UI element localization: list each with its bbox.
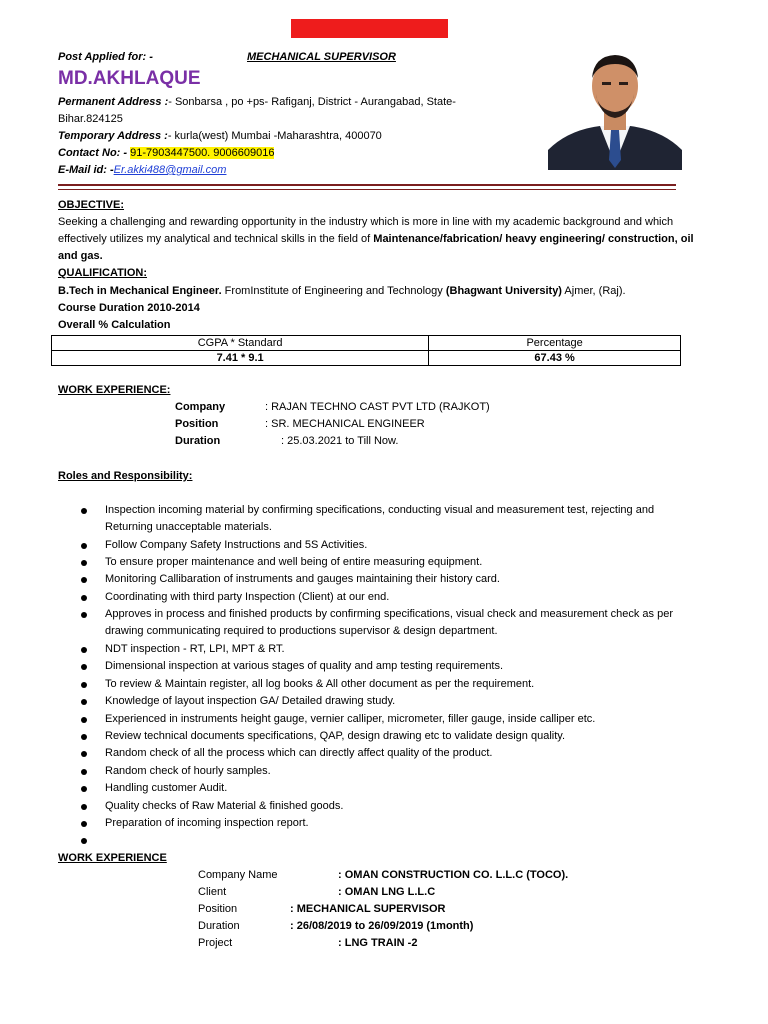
company-value: : RAJAN TECHNO CAST PVT LTD (RAJKOT) <box>265 401 490 413</box>
bullet-icon <box>81 804 87 810</box>
table-cell-percentage: 67.43 % <box>429 351 681 366</box>
project-label: Project <box>198 937 233 949</box>
candidate-name: MD.AKHLAQUE <box>58 68 201 89</box>
table-header-row <box>52 336 681 351</box>
list-item: Dimensional inspection at various stages of quality and amp testing requirements. <box>105 660 504 672</box>
position-label-2: Position <box>198 903 238 915</box>
bullet-icon <box>81 560 87 566</box>
list-item: Review technical documents specifications, QAP, design drawing etc to validate design quality. <box>105 730 566 742</box>
bullet-icon <box>81 838 87 844</box>
bullet-icon <box>81 577 87 583</box>
course-duration: Course Duration 2010-2014 <box>58 302 200 314</box>
bullet-icon <box>81 508 87 514</box>
bullet-icon <box>81 751 87 757</box>
list-item: To review & Maintain register, all log books & All other document as per the requirement. <box>105 678 535 690</box>
email-link[interactable]: Er.akki488@gmail.com <box>113 164 227 176</box>
client-value: : OMAN LNG L.L.C <box>338 886 436 898</box>
qualification-heading: QUALIFICATION: <box>58 267 148 279</box>
post-applied-label: Post Applied for: - <box>58 51 153 63</box>
list-item: Follow Company Safety Instructions and 5S Activities. <box>105 539 368 551</box>
client-label: Client <box>198 886 227 898</box>
table-row <box>52 351 681 366</box>
list-item: Approves in process and finished products by confirming specifications, visual check and measurement check as per <box>105 608 674 620</box>
company-name-label: Company Name <box>198 869 278 881</box>
list-item: Knowledge of layout inspection GA/ Detailed drawing study. <box>105 695 396 707</box>
list-item: Handling customer Audit. <box>105 782 228 794</box>
work-experience-heading: WORK EXPERIENCE: <box>58 384 171 396</box>
temporary-address: Temporary Address :- kurla(west) Mumbai -Maharashtra, 400070 <box>58 130 382 142</box>
header-divider-thin <box>58 189 676 190</box>
permanent-address: Permanent Address :- Sonbarsa , po +ps- Rafiganj, District - Aurangabad, State- <box>58 96 456 108</box>
table-header-percentage: Percentage <box>429 336 681 351</box>
header-divider <box>58 184 676 186</box>
list-item: Random check of all the process which can directly affect quality of the product. <box>105 747 493 759</box>
objective-heading: OBJECTIVE: <box>58 199 125 211</box>
duration-value-2: : 26/08/2019 to 26/09/2019 (1month) <box>290 920 474 932</box>
objective-line-2: effectively utilizes my analytical and technical skills in the field of Maintenance/fabrication/ heavy engineering/ construction, oil <box>58 233 694 245</box>
company-name-value: : OMAN CONSTRUCTION CO. L.L.C (TOCO). <box>338 869 569 881</box>
email: E-Mail id: -Er.akki488@gmail.com <box>58 164 227 176</box>
profile-photo <box>548 42 682 170</box>
post-applied-value: MECHANICAL SUPERVISOR <box>247 51 396 63</box>
list-item: Preparation of incoming inspection report. <box>105 817 309 829</box>
bullet-icon <box>81 717 87 723</box>
bullet-icon <box>81 647 87 653</box>
contact-number: Contact No: - 91-7903447500. 9006609016 <box>58 147 275 159</box>
list-item: To ensure proper maintenance and well being of entire measuring equipment. <box>105 556 483 568</box>
table-cell-cgpa: 7.41 * 9.1 <box>52 351 429 366</box>
bullet-icon <box>81 543 87 549</box>
overall-calculation: Overall % Calculation <box>58 319 171 331</box>
duration-label-2: Duration <box>198 920 240 932</box>
list-item: Coordinating with third party Inspection (Client) at our end. <box>105 591 390 603</box>
bullet-icon <box>81 682 87 688</box>
position-value: : SR. MECHANICAL ENGINEER <box>265 418 425 430</box>
list-item: drawing communicating required to productions supervisor & design department. <box>105 625 498 637</box>
duration-value: : 25.03.2021 to Till Now. <box>281 435 399 447</box>
list-item: Monitoring Callibaration of instruments and gauges maintaining their history card. <box>105 573 500 585</box>
project-value: : LNG TRAIN -2 <box>338 937 418 949</box>
work-experience-heading-2: WORK EXPERIENCE <box>58 852 167 864</box>
list-item: Quality checks of Raw Material & finished goods. <box>105 800 344 812</box>
position-label: Position <box>175 418 219 430</box>
bullet-icon <box>81 612 87 618</box>
list-item: Inspection incoming material by confirming specifications, conducting visual and measurement test, rejecting and <box>105 504 655 516</box>
list-item: Random check of hourly samples. <box>105 765 271 777</box>
bullet-icon <box>81 769 87 775</box>
list-item: Returning unacceptable materials. <box>105 521 272 533</box>
bullet-icon <box>81 664 87 670</box>
bullet-icon <box>81 786 87 792</box>
list-item: NDT inspection - RT, LPI, MPT & RT. <box>105 643 285 655</box>
bullet-icon <box>81 821 87 827</box>
roles-heading: Roles and Responsibility: <box>58 470 193 482</box>
grades-table <box>51 335 681 366</box>
permanent-address-cont: Bihar.824125 <box>58 113 123 125</box>
avatar-icon <box>548 42 682 170</box>
objective-line-1: Seeking a challenging and rewarding opportunity in the industry which is more in line with my academic background and which <box>58 216 674 228</box>
position-value-2: : MECHANICAL SUPERVISOR <box>290 903 446 915</box>
bullet-icon <box>81 734 87 740</box>
bullet-icon <box>81 699 87 705</box>
company-label: Company <box>175 401 226 413</box>
bullet-icon <box>81 595 87 601</box>
title-banner <box>291 19 448 38</box>
list-item: Experienced in instruments height gauge, vernier calliper, micrometer, filler gauge, inside calliper etc. <box>105 713 596 725</box>
objective-line-3: and gas. <box>58 250 103 262</box>
degree-line: B.Tech in Mechanical Engineer. FromInstitute of Engineering and Technology (Bhagwant University) Ajmer, (Raj). <box>58 285 626 297</box>
table-header-cgpa: CGPA * Standard <box>52 336 429 351</box>
duration-label: Duration <box>175 435 221 447</box>
